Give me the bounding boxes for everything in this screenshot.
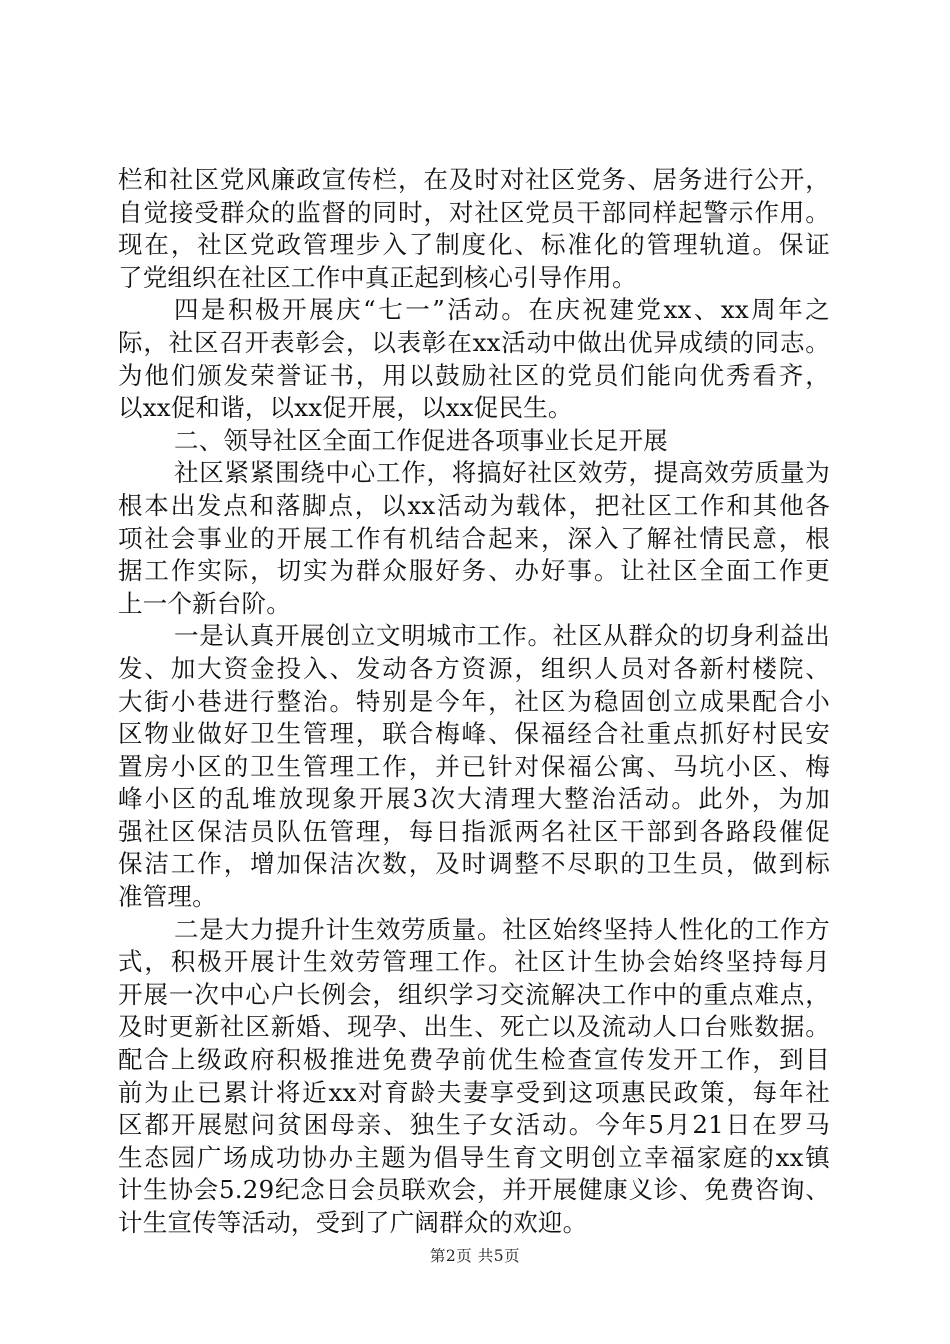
text-line: 项社会事业的开展工作有机结合起来，深入了解社情民意，根 [118, 523, 830, 553]
text-line: 为他们颁发荣誉证书，用以鼓励社区的党员们能向优秀看齐， [118, 360, 830, 390]
text-line: 际，社区召开表彰会，以表彰在xx活动中做出优异成绩的同志。 [118, 327, 830, 357]
text-line: 峰小区的乱堆放现象开展3次大清理大整治活动。此外，为加 [118, 784, 830, 814]
text-line: 上一个新台阶。 [118, 588, 291, 618]
text-line: 保洁工作，增加保洁次数，及时调整不尽职的卫生员，做到标 [118, 849, 830, 879]
page-footer: 第2页 共5页 [429, 1247, 521, 1265]
text-line: 二是大力提升计生效劳质量。社区始终坚持人性化的工作方 [174, 914, 830, 944]
text-line: 配合上级政府积极推进免费孕前优生检查宣传发开工作，到目 [118, 1045, 830, 1075]
text-line: 区都开展慰问贫困母亲、独生子女活动。今年5月21日在罗马 [118, 1110, 830, 1140]
text-line: 社区紧紧围绕中心工作，将搞好社区效劳，提高效劳质量为 [174, 458, 830, 488]
text-line: 式，积极开展计生效劳管理工作。社区计生协会始终坚持每月 [118, 947, 830, 977]
text-line: 计生协会5.29纪念日会员联欢会，并开展健康义诊、免费咨询、 [118, 1175, 830, 1205]
text-line: 强社区保洁员队伍管理，每日指派两名社区干部到各路段催促 [118, 816, 830, 846]
text-line: 自觉接受群众的监督的同时，对社区党员干部同样起警示作用。 [118, 197, 830, 227]
text-line: 生态园广场成功协办主题为倡导生育文明创立幸福家庭的xx镇 [118, 1142, 830, 1172]
text-line: 计生宣传等活动，受到了广阔群众的欢迎。 [118, 1208, 588, 1237]
text-line: 根本出发点和落脚点，以xx活动为载体，把社区工作和其他各 [118, 490, 830, 520]
text-line: 以xx促和谐，以xx促开展，以xx促民生。 [118, 393, 573, 423]
text-line: 现在，社区党政管理步入了制度化、标准化的管理轨道。保证 [118, 230, 830, 260]
text-line: 据工作实际，切实为群众服好务、办好事。让社区全面工作更 [118, 556, 830, 586]
text-line: 开展一次中心户长例会，组织学习交流解决工作中的重点难点， [118, 979, 830, 1009]
text-line: 区物业做好卫生管理，联合梅峰、保福经合社重点抓好村民安 [118, 719, 830, 749]
text-line: 大街小巷进行整治。特别是今年，社区为稳固创立成果配合小 [118, 686, 830, 716]
text-line: 一是认真开展创立文明城市工作。社区从群众的切身利益出 [174, 621, 830, 651]
text-line: 置房小区的卫生管理工作，并已针对保福公寓、马坑小区、梅 [118, 751, 830, 781]
text-line: 发、加大资金投入、发动各方资源，组织人员对各新村楼院、 [118, 653, 830, 683]
text-line: 了党组织在社区工作中真正起到核心引导作用。 [118, 262, 637, 292]
text-line: 栏和社区党风廉政宣传栏，在及时对社区党务、居务进行公开， [118, 165, 830, 194]
text-line: 四是积极开展庆“七一”活动。在庆祝建党xx、xx周年之 [174, 295, 830, 325]
text-line: 及时更新社区新婚、现孕、出生、死亡以及流动人口台账数据。 [118, 1012, 830, 1042]
document-body [118, 164, 830, 1240]
text-line: 前为止已累计将近xx对育龄夫妻享受到这项惠民政策，每年社 [118, 1077, 830, 1107]
text-line: 二、领导社区全面工作促进各项事业长足开展 [174, 425, 668, 455]
text-line: 准管理。 [118, 882, 217, 912]
